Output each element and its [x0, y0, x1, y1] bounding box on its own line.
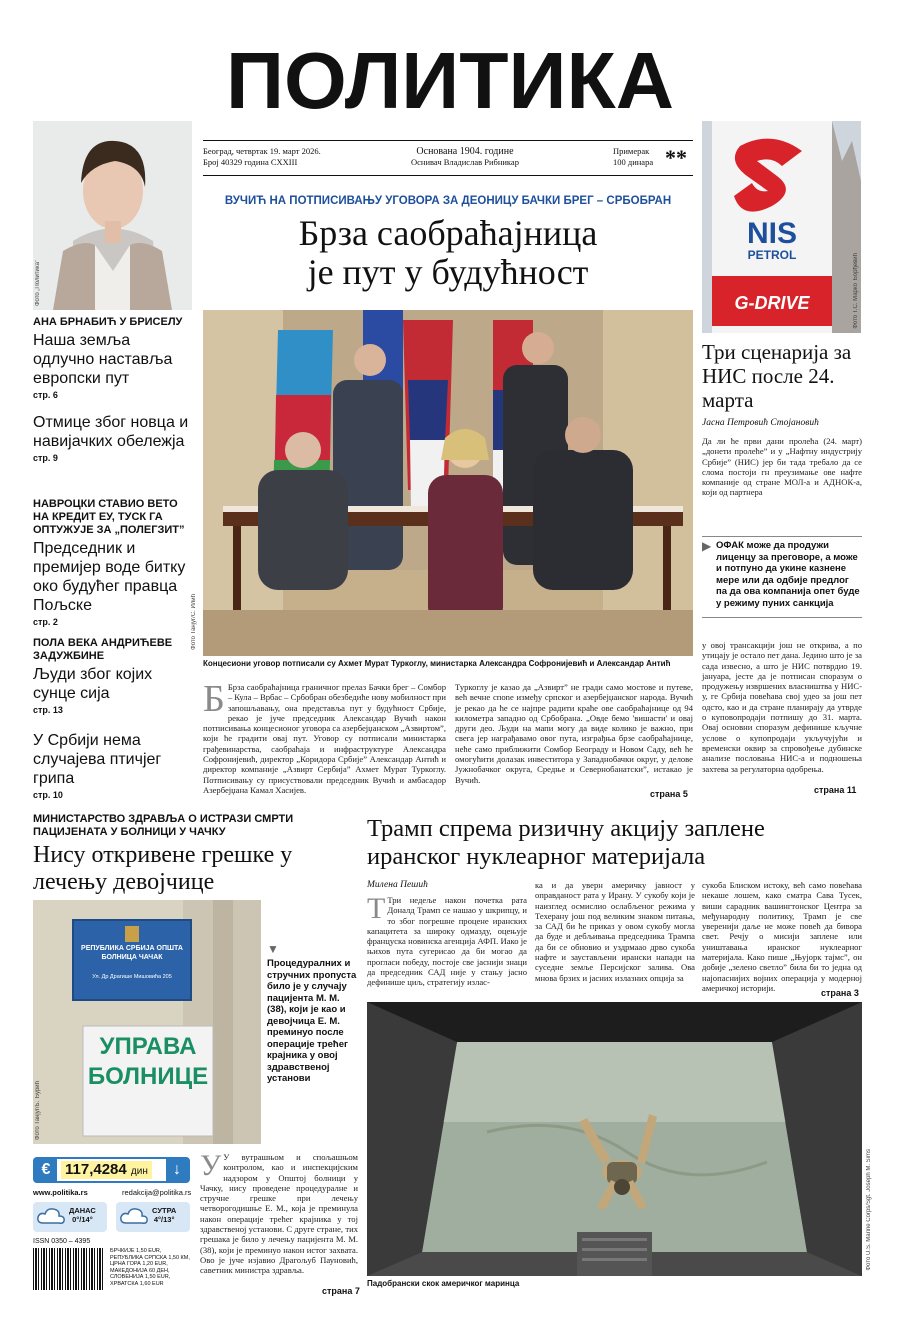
hospital-headline[interactable]: Нису откривене грешке у лечењу девојчице	[33, 842, 293, 895]
sign-sub-text: Ул. Др Драгише Мишовића 205	[92, 974, 172, 980]
nis-author: Јасна Петровић Стојановић	[702, 418, 819, 428]
hospital-quote: ▼ Процедуралних и стручних пропуста било је у случају пацијента М. М. (38), који је као и девојчица Е. М. преминуо после операције трећег крајника у овој здравственој установи	[267, 942, 357, 1084]
issn: ISSN 0350 – 4395	[33, 1238, 91, 1245]
exchange-rate	[33, 1157, 190, 1183]
price-info: Примерак 100 динара	[613, 146, 654, 167]
left-photo-credit: Фото „Политика”	[35, 259, 41, 306]
trump-headline[interactable]: Трамп спрема ризичну акцију заплене иранског нуклеарног материјала	[367, 815, 765, 870]
arrow-down-icon: ↓	[166, 1159, 188, 1181]
hospital-page-ref[interactable]: страна 7	[322, 1286, 360, 1296]
sign-top-text: РЕПУБЛИКА СРБИЈА ОПШТА БОЛНИЦА ЧАЧАК	[81, 945, 183, 961]
founded-info: Основана 1904. године Оснивач Владислав Рибникар	[411, 146, 519, 167]
stars: **	[665, 145, 687, 170]
left-item-2[interactable]: Отмице због новца и навијачких обележја стр. 9	[33, 414, 189, 463]
gdrive-text: G-DRIVE	[734, 293, 810, 313]
left-item-5[interactable]: У Србији нема случајева птичјег грипа стр. 10	[33, 732, 162, 800]
trump-text-col1: Т Три недеље након почетка рата Доналд Трамп се нашао у шкрипцу, и то због погрешне процене иранских капацитета за широку одмазду, оцењује француска новинска агенција АФП. Иако је њихов пута сугерисао да би могао да проглаcи победу, постоје све јаснији знаци да председник САД није у стању јасно дефинише циљ, стратегију излас-	[367, 892, 527, 988]
trump-drop-cap: Т	[367, 892, 386, 925]
nis-headline[interactable]: Три сценарија за НИС после 24. марта	[702, 340, 852, 412]
trump-caption: Падобрански скок америчког маринца	[367, 1279, 520, 1288]
left-item-3[interactable]: НАВРОЦКИ СТАВИО ВЕТО НА КРЕДИТ ЕУ, ТУСК ГА ОПТУЖУЈЕ ЗА „ПОЛЕГЗИТ” Председник и премијер воде битку око будућег правца Пољске стр. 2	[33, 498, 186, 627]
rate-value: 117,4284 дин	[61, 1161, 152, 1179]
nis-photo-credit: Фото Т.С. Марко Ђорђевић	[853, 253, 859, 329]
cloud-icon	[120, 1206, 148, 1226]
lead-page-ref[interactable]: страна 5	[650, 789, 688, 799]
nis-text-2: у овој трансакцији још не открива, а по утицају је остало пет дана. Једино што је за сада извесно, а што је НИС потврдио 19. јануара, јесте да је потписан споразум о продужењу извршених власништва у НИС-у, ге Србија повећава свој удео за још пет одсто, као и да стране планирају да утврде о куповопродаји потпишу до 31. марта. Овај основни споразум дефинише кључне услове о купопродаји укључујући и временски оквир за спровођење дубинске анализе пословања НИС-а и подношења захтева за регулаторна одобрења.	[702, 640, 862, 774]
site-link[interactable]: www.politika.rs	[33, 1188, 88, 1197]
hospital-photo-credit: Фото Танјуг/Б. Ђурић	[35, 1080, 41, 1140]
issue-date: Београд, четвртак 19. март 2026. Број 40329 година CXXIII	[203, 146, 321, 167]
hospital-photo	[33, 900, 261, 1144]
drop-cap: Б	[203, 678, 225, 720]
lead-text-col2: Туркоглу је казао да „Азвирт” не гради само мостове и путеве, већ вечне спone између српског и азербејџанског народа. Вучић је рекао да ће се најпре радити краће ове саобраћајнице од 94 километра западно од Србобрана. „Овде бемо 'вишасти' и овај други део. Људи на мапи могу да виде колико је важно, при свега јер награђавамо овог пута, изграђња брзе саобраћајнице, неће само приближити Сомбор Београду и Новом Саду, већ ће омогућити долазак инвеститора у Западнобачки округ, у делове Јужнобачког округа, Средње и Севернобанатски”, истакао је Вучић.	[455, 682, 693, 785]
cloud-icon	[37, 1206, 65, 1226]
nis-photo	[702, 121, 861, 333]
left-portrait-photo	[33, 121, 192, 310]
left-item-4[interactable]: ПОЛА ВЕКА АНДРИЋЕВЕ ЗАДУЖБИНЕ Људи због којих сунце сија стр. 13	[33, 637, 173, 715]
left-item-1[interactable]: АНА БРНАБИЋ У БРИСЕЛУ Наша земља одлучно наставља европски пут стр. 6	[33, 316, 183, 400]
lead-caption: Концесиони уговор потписали су Ахмет Мурат Туркоглу, министарка Александра Софронијевић и Александар Антић	[203, 659, 671, 668]
nis-petrol-text: PETROL	[747, 248, 797, 262]
quote-down-triangle-icon: ▼	[267, 942, 279, 956]
lead-kicker: ВУЧИЋ НА ПОТПИСИВАЊУ УГОВОРА ЗА ДЕОНИЦУ БАЧКИ БРЕГ – СРБОБРАН	[224, 195, 672, 207]
trump-page-ref[interactable]: страна 3	[821, 988, 859, 998]
sign-main-text: УПРАВА БОЛНИЦЕ	[87, 1033, 209, 1090]
lead-photo	[191, 310, 693, 656]
hospital-kicker: МИНИСТАРСТВО ЗДРАВЉА О ИСТРАЗИ СМРТИ ПАЦИЈЕНАТА У БОЛНИЦИ У ЧАЧКУ	[33, 813, 294, 838]
email-link[interactable]: redakcija@politika.rs	[122, 1188, 192, 1197]
weather-tomorrow: СУТРА 4°/13°	[116, 1202, 190, 1232]
nis-logo-text: NIS	[746, 217, 798, 250]
euro-icon: €	[35, 1159, 57, 1181]
edition-prices: БРЧКИЈЕ 1,50 EUR, РЕПУБЛИКА СРПСКА 1,50 КМ, ЦРНА ГОРА 1,20 EUR, МАКЕДОНИЈА 60 ДЕН, СЛОВЕНИЈА 1,50 EUR, ХРВАТСКА 1,60 EUR	[110, 1248, 190, 1287]
trump-photo	[367, 1002, 872, 1276]
weather-today: ДАНАС 0°/14°	[33, 1202, 107, 1232]
hospital-drop-cap: У	[200, 1149, 222, 1182]
trump-author: Милена Пешић	[367, 880, 428, 890]
quote-triangle-icon: ▶	[702, 539, 712, 553]
barcode	[33, 1248, 103, 1290]
hospital-text: У У вутрашњом и спољашњом контролом, као и инспекцијским надзором у Општој болници у Чачку, нису проведене процедуралне и стручне грешке при лечењу четворогодишње Е. М., која је преминула након операције трећег крајника у тој здравственој установи. С друге стране, тих грешака је било у лечењу пацијента М. М. (38), који је преминуо након истог захвата. Ово је јуче изјавио Драгољуб Пауновић, саветник министра здравља.	[200, 1149, 358, 1276]
lead-text-col1: Б Брза саобраћајница граничног прелаз Бачки брег – Сомбор – Кула – Врбас – Србобран обезбедиће нову мобилност при запошљавању, она представља пут у будућност Србије, рекао је јуче председник Александар Вучић након потписивања концесионог уговора са азербејџанском „Азвиртом”, који ће градити овај пут. Уговор су потписали министарка грађевинарства, саобраћаја и инфраструктуре Александра Софронијевић, директор „Коридора Србије” Александар Антић и директор компаније „Азвирт Сербија” Ахмет Мурат Туркоглу. Потписивању су присуствовали председник Вучић и амбасадор Азербејџана Камал Хасијев.	[203, 678, 447, 795]
info-bar	[203, 140, 693, 176]
nis-page-ref[interactable]: страна 11	[814, 785, 857, 795]
trump-text-col2: ка и да уверн америчку јавност у оправданост рата у Ирану. У сукобу који је наизглед осмислио ослабљеног режима у Техерану још под великим знаком питања, за САД би ће приказ у овом сукобу могла да буде и дебљивања председника Трампа да би се обновио и уздрмаао дрво сукоба нафте и заустављени ирански напади на суседне земље Персијског залива. Ова мнoва брзих и јасних излазних опција за	[535, 880, 695, 983]
lead-headline[interactable]: Брза саобраћајница је пут у будућност	[298, 213, 598, 292]
masthead-title: ПОЛИТИКА	[226, 36, 674, 125]
lead-photo-credit: Фото Танјуг/С. Илић	[191, 594, 197, 650]
nis-text-1: Да ли ће први дани пролећа (24. март) „донети пролеће” и у „Нафтну индустрију Србије” (НИС) јер би тада требало да се слома постоји гн преузимање ове нафте компаније од стране МОЛ-а и АДНОК-а, који од партнера	[702, 436, 862, 498]
masthead-logo	[200, 22, 700, 125]
trump-text-col3: сукобa Блиском истоку, већ само повећава некаше лошем, како сматра Сава Тусек, виши сарадник вашингтонског Центра за међународну политику, Трамп је све уверенији даље не може повећ да бивора свет. Речју о мисији заплене или уништавања иранског нуклеарног материјала. Како пише „Њујорк тајмс”, он добије „зелено светло” била би то једна од најопаснијих војних операција у модерној америчкој историји.	[702, 880, 862, 993]
nis-quote: ▶ ОФАК може да продужи лиценцу за преговоре, а може и потпуно да укине казнене мере или да одбије предлог па да ова компанија опет буде у режиму пуних санкција	[702, 536, 862, 618]
trump-photo-credit: Фото U.S. Marine Corps/Sgt. Joseph M. Sims	[866, 1148, 872, 1270]
